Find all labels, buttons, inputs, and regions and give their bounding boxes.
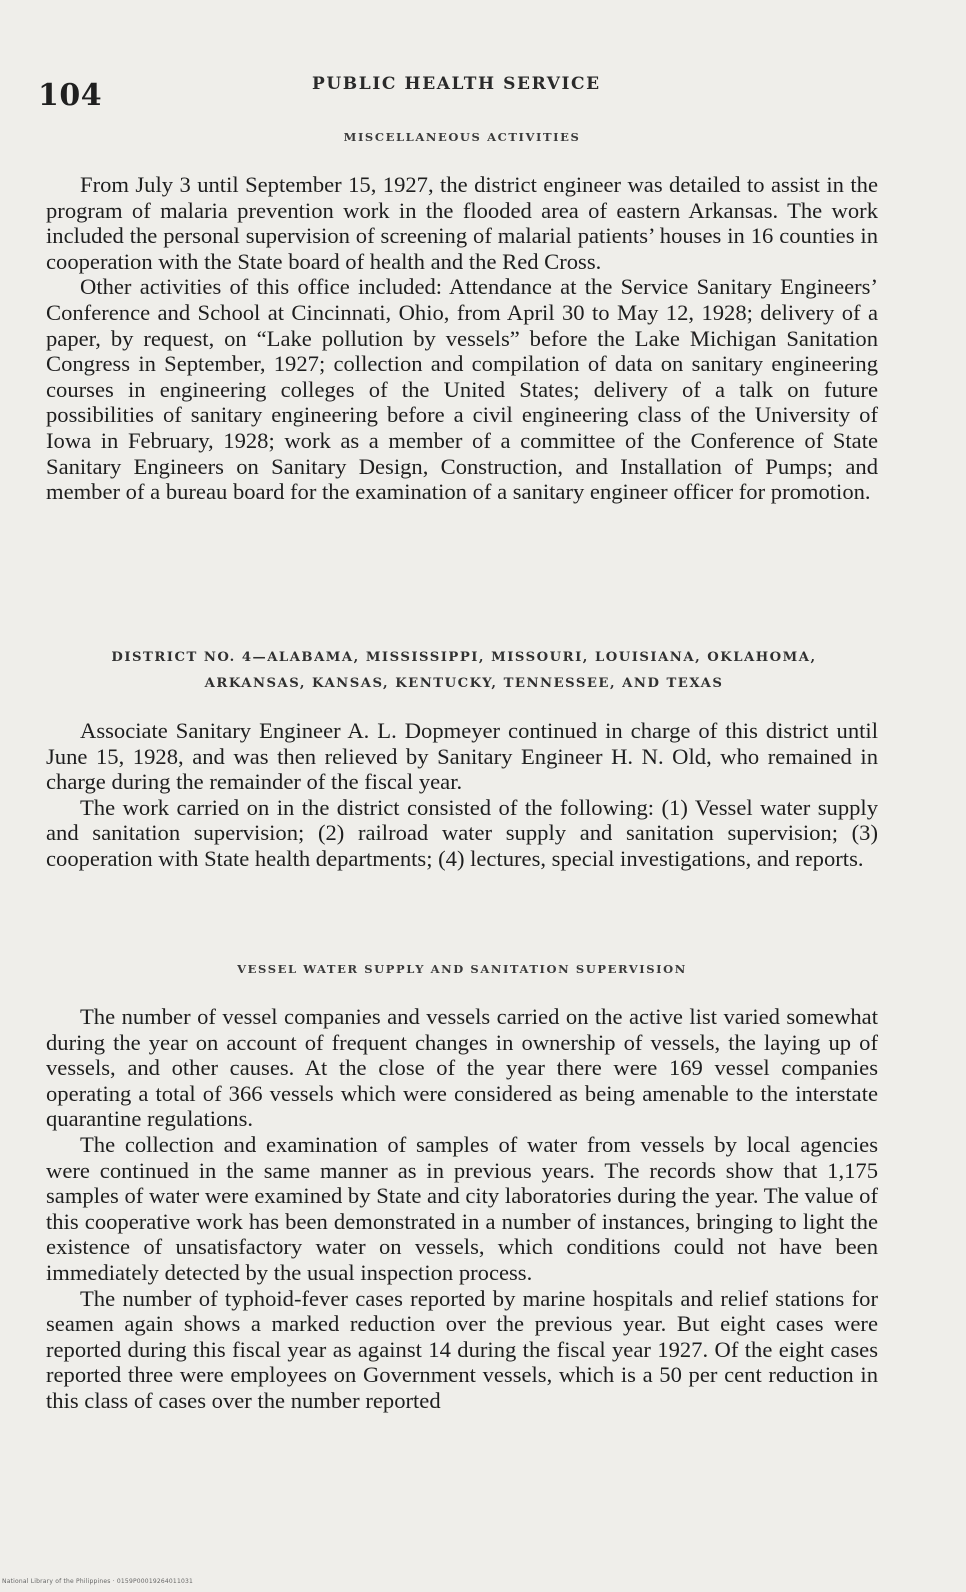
section-body-vessel-water-supply bbox=[46, 1004, 878, 1414]
district-heading-line-2: ARKANSAS, KANSAS, KENTUCKY, TENNESSEE, AND TEXAS bbox=[204, 676, 724, 691]
paragraph: The collection and examination of samples of water from vessels by local agencies were continued in the same manner as in previous years. The records show that 1,175 samples of water were examined by State and city laboratories during the year. The value of this cooperative work has been demonstrated in a number of instances, bringing to light the existence of unsatisfactory water on vessels, which conditions could not have been immediately detected by the usual inspection process. bbox=[46, 1131, 878, 1285]
paragraph: From July 3 until September 15, 1927, the district engineer was detailed to assist in the program of malaria prevention work in the flooded area of eastern Arkansas. The work included the personal supervision of screening of malarial patients’ houses in 16 counties in cooperation with the State board of health and the Red Cross. bbox=[46, 172, 878, 274]
paragraph: The number of vessel companies and vessels carried on the active list varied somewhat during the year on account of frequent changes in ownership of vessels, the laying up of vessels, and other causes. At the close of the year there were 169 vessel companies operating a total of 366 vessels which were considered as being amenable to the interstate quarantine regulations. bbox=[46, 1004, 878, 1132]
running-head: PUBLIC HEALTH SERVICE bbox=[312, 74, 601, 94]
district-heading bbox=[46, 645, 882, 697]
district-heading-line-1: DISTRICT NO. 4—ALABAMA, MISSISSIPPI, MISSOURI, LOUISIANA, OKLAHOMA, bbox=[111, 650, 817, 665]
library-stamp: National Library of the Philippines · 0159P00019264011031 bbox=[2, 1578, 194, 1585]
page-number: 104 bbox=[38, 78, 103, 113]
section-heading-vessel-water-supply: VESSEL WATER SUPPLY AND SANITATION SUPERVISION bbox=[237, 962, 687, 976]
section-body-miscellaneous-activities bbox=[46, 172, 878, 505]
paragraph: Associate Sanitary Engineer A. L. Dopmeyer continued in charge of this district until June 15, 1928, and was then relieved by Sanitary Engineer H. N. Old, who remained in charge during the remainder of the fiscal year. bbox=[46, 718, 878, 795]
paragraph: The work carried on in the district consisted of the following: (1) Vessel water supply and sanitation supervision; (2) railroad water supply and sanitation supervision; (3) cooperation with State health departments; (4) lectures, special investigations, and reports. bbox=[46, 794, 878, 871]
section-body-district-4 bbox=[46, 718, 878, 872]
section-heading-miscellaneous-activities: MISCELLANEOUS ACTIVITIES bbox=[343, 130, 581, 144]
paragraph: The number of typhoid-fever cases reported by marine hospitals and relief stations for seamen again shows a marked reduction over the previous year. But eight cases were reported during this fiscal year as against 14 during the fiscal year 1927. Of the eight cases reported three were employees on Government vessels, which is a 50 per cent reduction in this class of cases over the number reported bbox=[46, 1285, 878, 1413]
paragraph: Other activities of this office included: Attendance at the Service Sanitary Engineers’ Conference and School at Cincinnati, Ohio, from April 30 to May 12, 1928; delivery of a paper, by request, on “Lake pollution by vessels” before the Lake Michigan Sanitation Congress in September, 1927; collection and compilation of data on sanitary engineering courses in engineering colleges of the United States; delivery of a talk on future possibilities of sanitary engineering before a civil engineering class of the University of Iowa in February, 1928; work as a member of a committee of the Conference of State Sanitary Engineers on Sanitary Design, Construction, and Installation of Pumps; and member of a bureau board for the examination of a sanitary engineer officer for promotion. bbox=[46, 274, 878, 505]
